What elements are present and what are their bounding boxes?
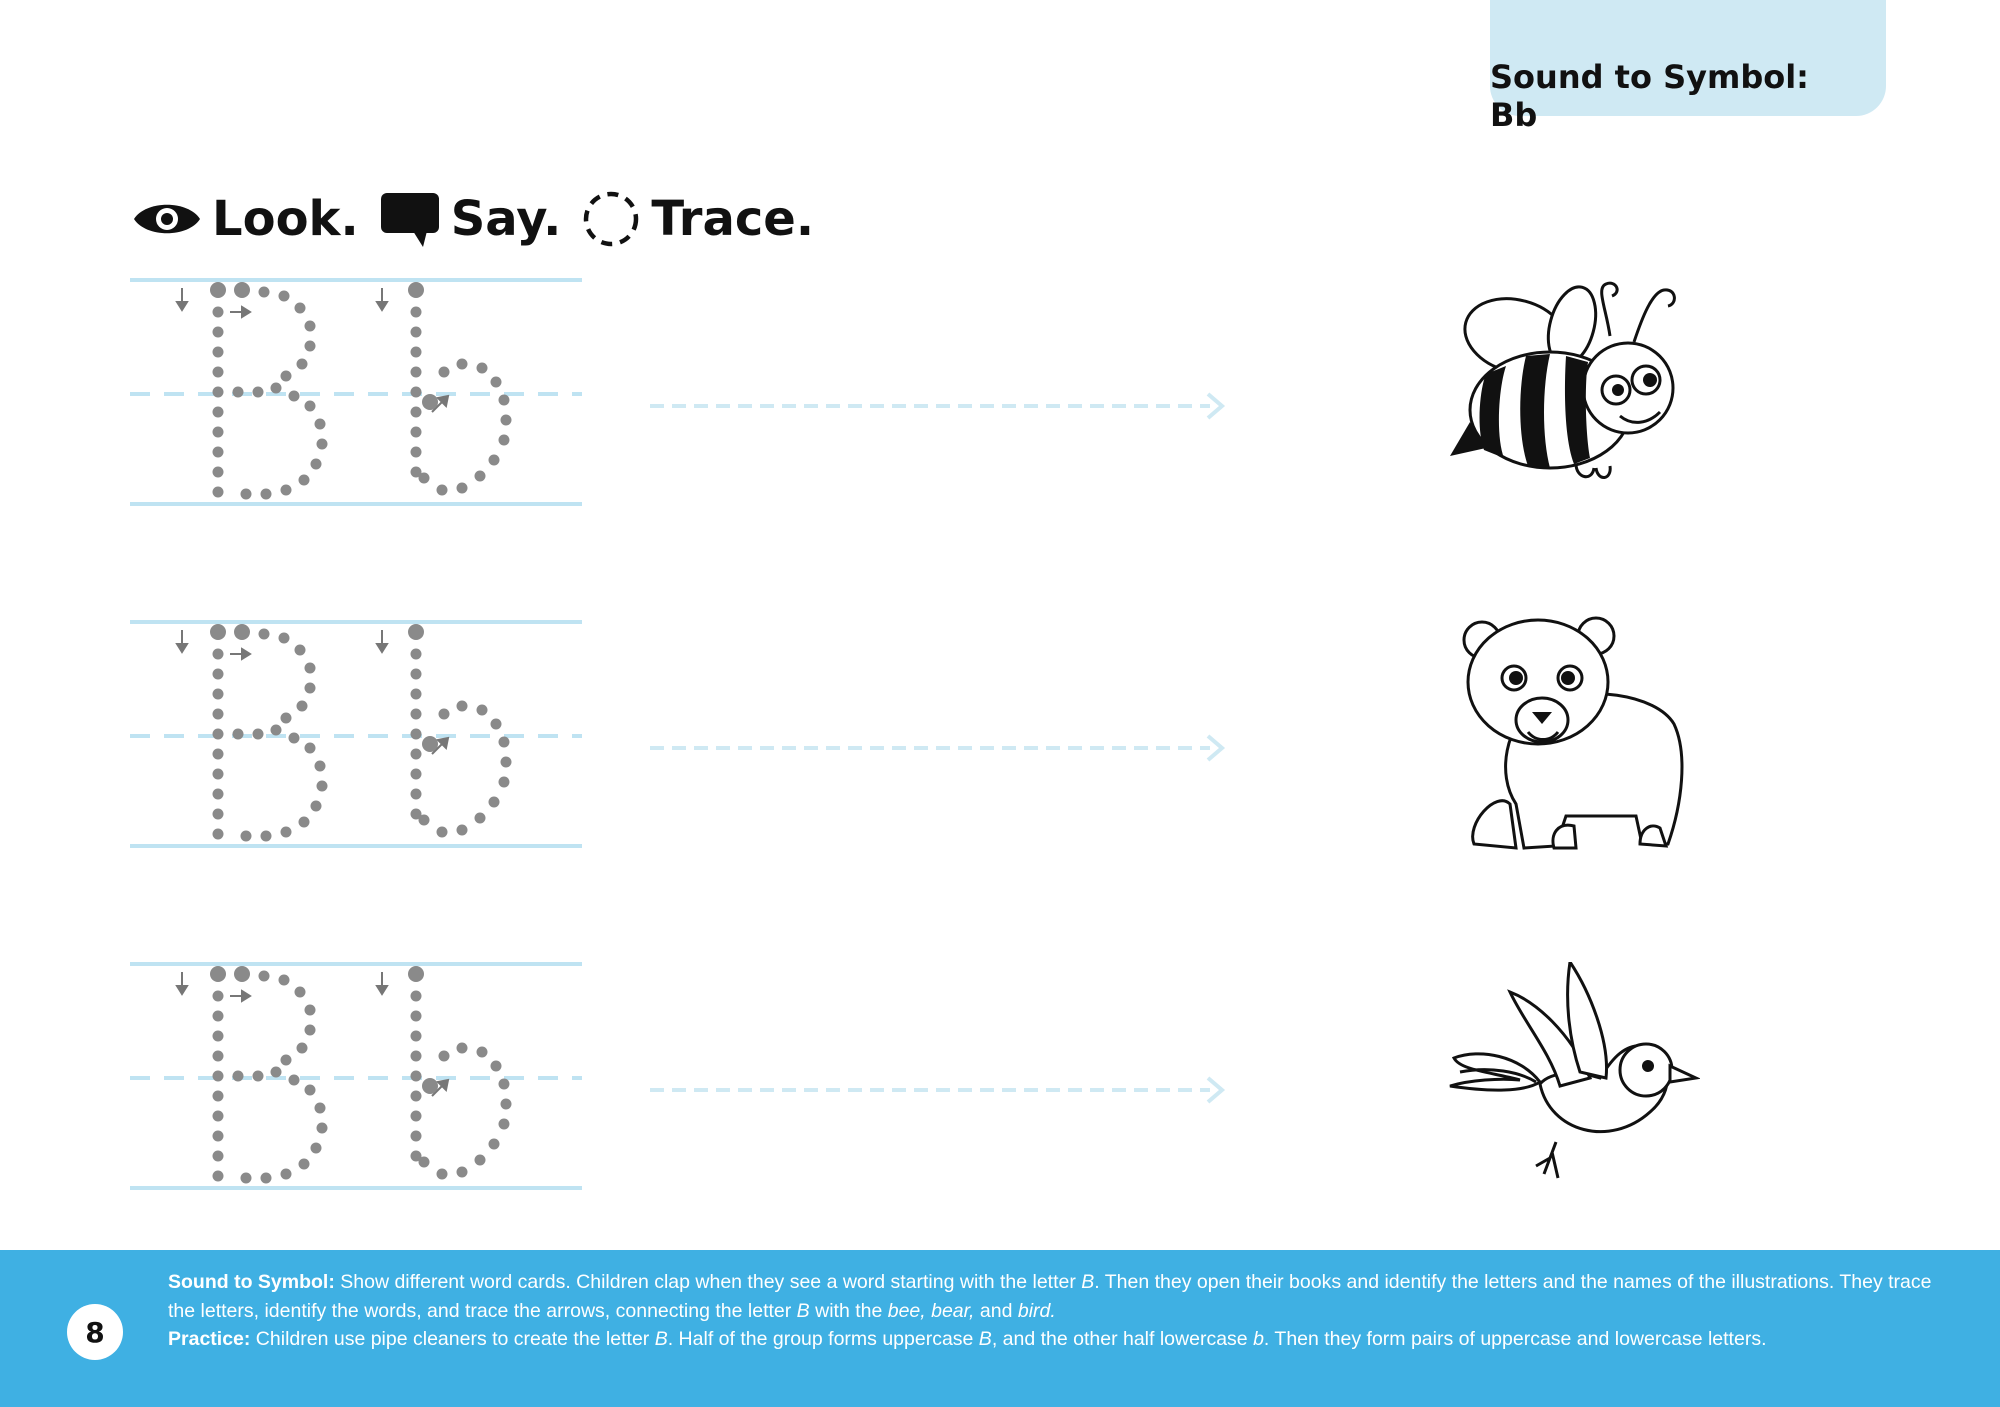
bear-picture	[1446, 594, 1696, 874]
trace-label: Trace.	[651, 191, 815, 247]
practice-text: . Then they form pairs of uppercase and lowercase letters.	[1263, 1328, 1767, 1350]
sts-words: bee, bear,	[887, 1299, 975, 1322]
dashed-circle-icon	[581, 189, 641, 249]
look-label: Look.	[212, 191, 359, 247]
sts-text: . Then they open their books and identify the letters and the names of the illustrations. They trace the letters, identify the words, and trace the arrows, connecting the letter	[168, 1271, 1932, 1322]
bird-picture	[1440, 962, 1700, 1202]
sts-text: and	[974, 1299, 1018, 1322]
eye-icon	[132, 194, 202, 244]
practice-text: , and the other half lowercase	[991, 1328, 1254, 1350]
practice-letter: b	[1253, 1328, 1264, 1350]
practice-label: Practice:	[168, 1328, 251, 1350]
practice-text: Children use pipe cleaners to create the letter	[250, 1328, 655, 1350]
sts-text: Show different word cards. Children clap when they see a word starting with the letter	[334, 1271, 1082, 1293]
sts-label: Sound to Symbol:	[168, 1271, 335, 1293]
sts-letter: B	[796, 1299, 810, 1322]
say-label: Say.	[450, 191, 562, 247]
page-number: 8	[67, 1304, 123, 1360]
dashed-arrow[interactable]	[650, 390, 1230, 420]
speech-bubble-icon	[379, 189, 441, 249]
tracing-row-bee	[130, 278, 1860, 518]
practice-letter: B	[654, 1328, 668, 1350]
sts-text: with the	[809, 1299, 888, 1322]
letter-tracing-Bb[interactable]	[130, 278, 590, 518]
letter-tracing-Bb[interactable]	[130, 620, 590, 860]
letter-tracing-Bb[interactable]	[130, 962, 590, 1202]
sts-letter: B	[1081, 1271, 1095, 1293]
practice-note	[168, 1325, 1948, 1354]
practice-text: . Half of the group forms uppercase	[667, 1328, 979, 1350]
bee-picture	[1446, 278, 1696, 518]
practice-letter: B	[978, 1328, 992, 1350]
sound-to-symbol-note	[168, 1268, 1948, 1325]
page-title: Sound to Symbol: Bb	[1490, 58, 1809, 134]
instructions	[132, 186, 824, 252]
dashed-arrow[interactable]	[650, 1074, 1230, 1104]
sts-words: bird.	[1017, 1299, 1056, 1322]
header-tab	[1490, 0, 1886, 134]
tracing-row-bear	[130, 620, 1860, 860]
teacher-notes	[168, 1268, 1948, 1354]
dashed-arrow[interactable]	[650, 732, 1230, 762]
tracing-row-bird	[130, 962, 1860, 1202]
